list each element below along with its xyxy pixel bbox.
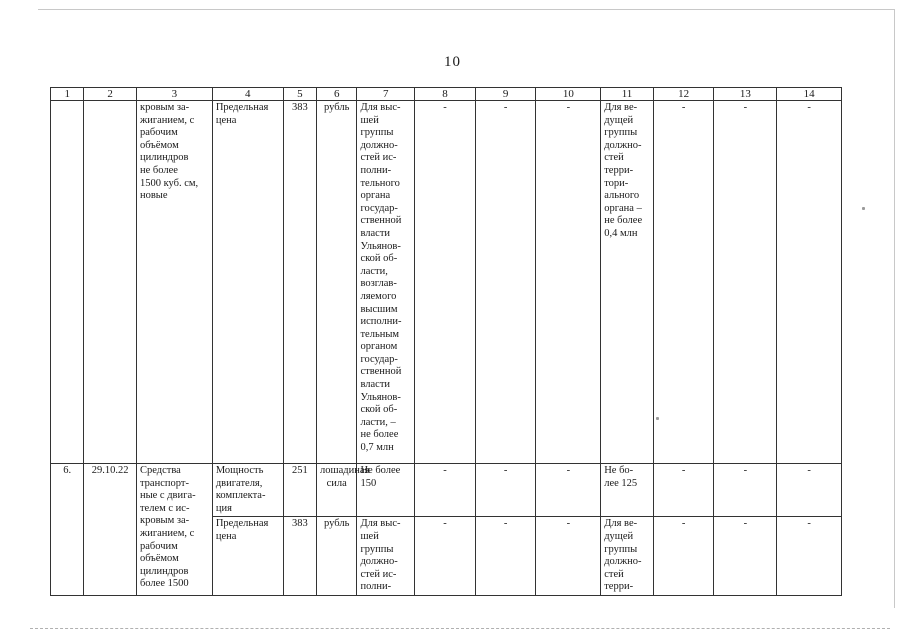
scan-edge [30, 628, 890, 631]
table-cell: Предельная цена [212, 101, 283, 464]
table-cell: - [653, 464, 714, 517]
document-table [50, 87, 842, 596]
table-cell: 6. [51, 464, 84, 596]
table-cell: - [536, 101, 601, 464]
table-cell: - [653, 517, 714, 596]
column-header: 7 [357, 88, 415, 101]
column-header: 9 [475, 88, 536, 101]
table-cell [84, 101, 137, 464]
column-header: 5 [283, 88, 316, 101]
table-cell: Средства транспорт- ные с двига- телем с ис- кровым за- жиганием, с рабочим объёмом цилиндров более 1500 [136, 464, 212, 596]
table-cell: - [714, 101, 777, 464]
column-header: 13 [714, 88, 777, 101]
column-header: 12 [653, 88, 714, 101]
column-header: 2 [84, 88, 137, 101]
table-cell: - [536, 464, 601, 517]
table-cell: - [777, 101, 842, 464]
table-cell: Предельная цена [212, 517, 283, 596]
table-cell: - [475, 101, 536, 464]
table-cell: - [475, 517, 536, 596]
scan-speck [656, 417, 659, 420]
table-cell: - [777, 464, 842, 517]
column-header: 4 [212, 88, 283, 101]
table-cell: 383 [283, 517, 316, 596]
column-header: 1 [51, 88, 84, 101]
table-cell: Для выс- шей группы должно- стей ис- полни- тельного органа государ- ственной власти Ульянов- ской об- ласти, возглав- ляемого высшим исполни- тельным органом государ- ственной власти Ульянов- ской об- ласти, – не более 0,7 млн [357, 101, 415, 464]
table-cell: - [415, 517, 476, 596]
table-cell: Для ве- дущей группы должно- стей терри- тори- ального органа – не более 0,4 млн [601, 101, 654, 464]
table-cell: 251 [283, 464, 316, 517]
table-cell: - [653, 101, 714, 464]
table-cell: - [714, 517, 777, 596]
table-cell: рубль [317, 101, 357, 464]
table-cell: Мощность двигателя, комплекта- ция [212, 464, 283, 517]
table-row [51, 101, 842, 464]
page-number: 10 [444, 54, 461, 70]
column-header: 14 [777, 88, 842, 101]
table-cell: лошадиная сила [317, 464, 357, 517]
table-cell: Для ве- дущей группы должно- стей терри- [601, 517, 654, 596]
column-header: 3 [136, 88, 212, 101]
table-row [51, 464, 842, 517]
table-cell: 383 [283, 101, 316, 464]
table-cell: - [777, 517, 842, 596]
table-cell: - [536, 517, 601, 596]
table-cell: Для выс- шей группы должно- стей ис- полни- [357, 517, 415, 596]
table-cell: - [714, 464, 777, 517]
column-header: 10 [536, 88, 601, 101]
table-cell: - [475, 464, 536, 517]
table-cell [51, 101, 84, 464]
table-cell: рубль [317, 517, 357, 596]
table-cell: Не бо- лее 125 [601, 464, 654, 517]
header-row [51, 88, 842, 101]
table-cell: 29.10.22 [84, 464, 137, 596]
table-cell: кровым за- жиганием, с рабочим объёмом цилиндров не более 1500 куб. см, новые [136, 101, 212, 464]
column-header: 11 [601, 88, 654, 101]
table-cell: Не более 150 [357, 464, 415, 517]
column-header: 6 [317, 88, 357, 101]
scan-speck [862, 207, 865, 210]
column-header: 8 [415, 88, 476, 101]
table-cell: - [415, 464, 476, 517]
table-cell: - [415, 101, 476, 464]
